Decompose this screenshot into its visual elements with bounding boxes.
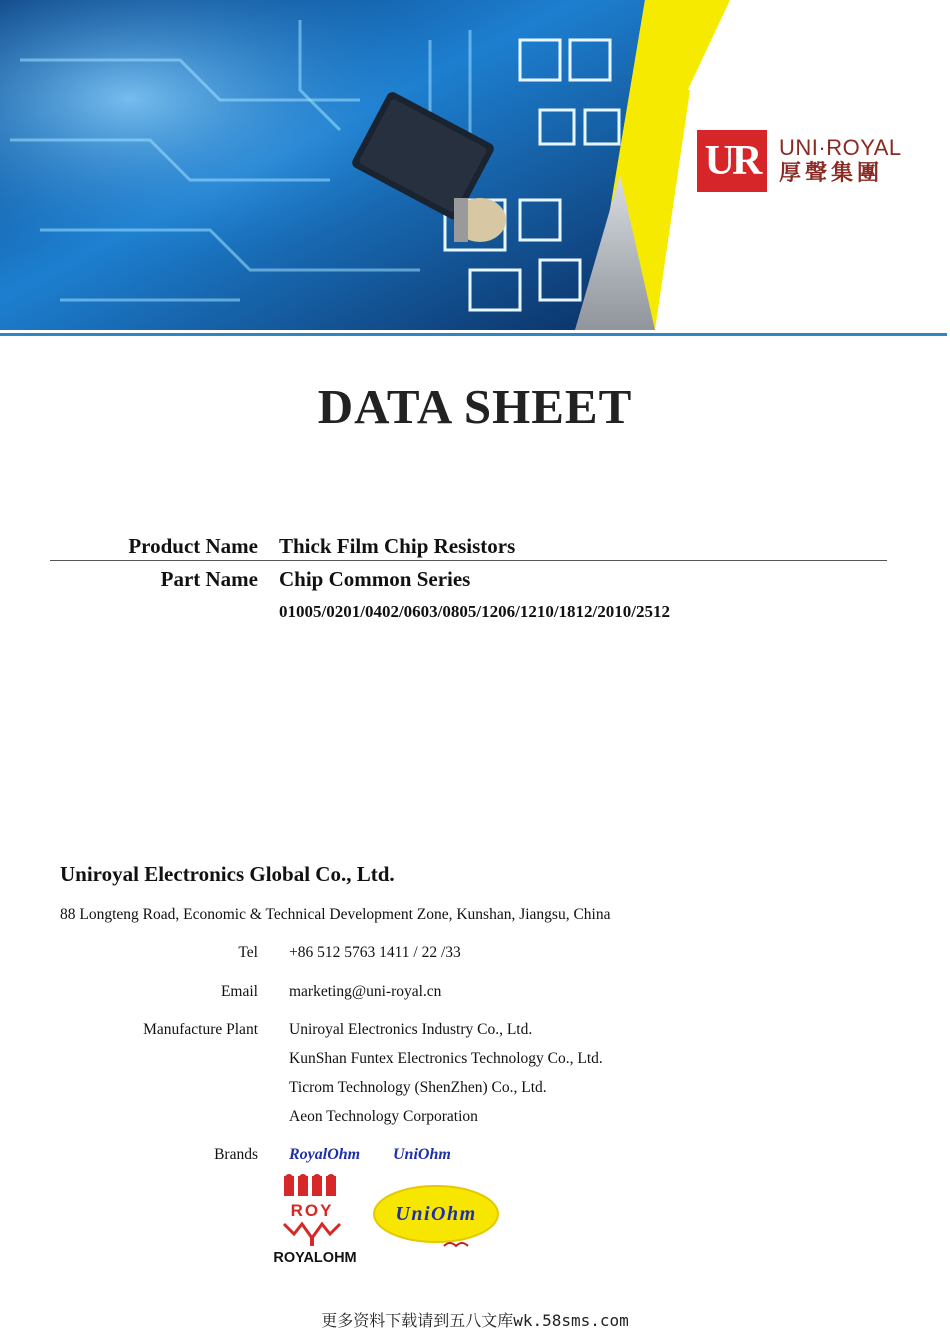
brand-uniohm: UniOhm <box>393 1146 451 1163</box>
uniroyal-logo <box>697 130 902 192</box>
plant-item: Uniroyal Electronics Industry Co., Ltd. <box>289 1021 533 1038</box>
brands-label: Brands <box>214 1146 258 1163</box>
company-address: 88 Longteng Road, Economic & Technical Development Zone, Kunshan, Jiangsu, China <box>60 906 611 923</box>
plant-label: Manufacture Plant <box>143 1021 258 1038</box>
email-value[interactable]: marketing@uni-royal.cn <box>289 983 442 1000</box>
logo-chinese: 厚聲集團 <box>779 161 884 186</box>
royalohm-mark-text: ROY <box>290 1201 334 1220</box>
part-name-value: Chip Common Series <box>279 567 471 591</box>
royalohm-logo <box>266 1172 364 1268</box>
logo-mark: UR <box>697 130 767 192</box>
tel-value: +86 512 5763 1411 / 22 /33 <box>289 944 461 961</box>
plant-item: KunShan Funtex Electronics Technology Co., Ltd. <box>289 1050 603 1067</box>
tel-label: Tel <box>238 944 258 961</box>
royalohm-logo-text: ROYALOHM <box>273 1250 357 1266</box>
logo-text <box>779 137 902 185</box>
uniohm-logo-text: UniOhm <box>395 1203 477 1225</box>
product-name-label: Product Name <box>128 534 258 558</box>
plant-item: Ticrom Technology (ShenZhen) Co., Ltd. <box>289 1079 547 1096</box>
header-divider <box>0 333 947 336</box>
uniohm-logo <box>372 1184 502 1254</box>
logo-english: UNI·ROYAL <box>779 135 902 160</box>
company-name: Uniroyal Electronics Global Co., Ltd. <box>60 862 395 886</box>
plant-item: Aeon Technology Corporation <box>289 1108 478 1125</box>
size-list: 01005/0201/0402/0603/0805/1206/1210/1812/2010/2512 <box>279 602 671 621</box>
footer-note: 更多资料下载请到五八文库wk.58sms.com <box>321 1311 629 1330</box>
product-name-value: Thick Film Chip Resistors <box>279 534 516 558</box>
email-label: Email <box>220 983 258 1000</box>
brand-royalohm: RoyalOhm <box>289 1146 361 1163</box>
page-title: DATA SHEET <box>317 379 633 434</box>
product-divider <box>50 560 887 561</box>
part-name-label: Part Name <box>160 567 258 591</box>
